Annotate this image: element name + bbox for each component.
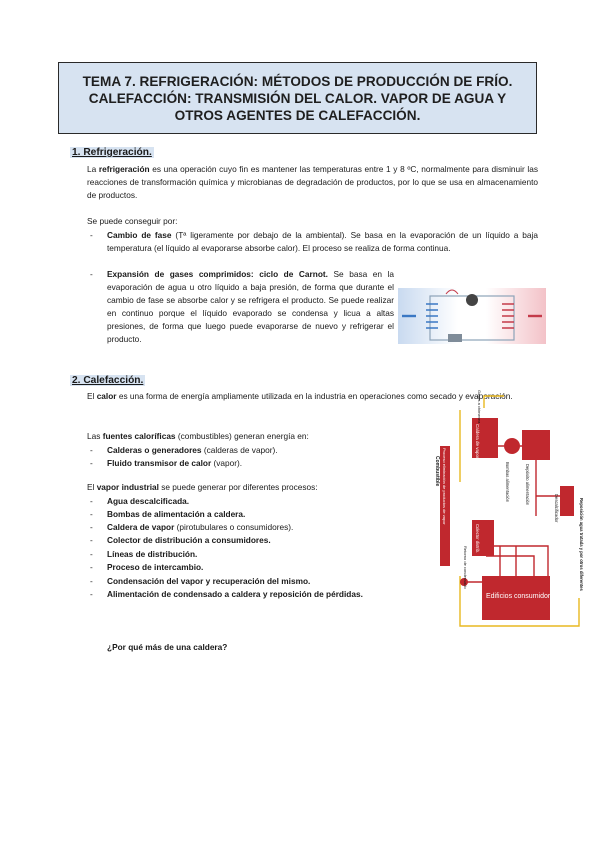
section-2-heading: 2. Calefacción. bbox=[72, 375, 144, 386]
title-box bbox=[58, 62, 537, 134]
bullet-dash: - bbox=[90, 535, 93, 545]
steam-system-diagram bbox=[424, 386, 594, 636]
colector-label: Colector distrib. bbox=[475, 524, 480, 554]
section-1-heading: 1. Refrigeración. bbox=[72, 147, 152, 158]
edificios-label: Edificios consumidores bbox=[486, 593, 558, 600]
conseguir-text: Se puede conseguir por: bbox=[87, 216, 178, 226]
bullet-dash: - bbox=[90, 445, 93, 455]
list-item-cambio-fase: Cambio de fase (Tª ligeramente por debajo de la ambiental). Se basa en la evaporación de un líquido a baja temperatura (el líquido al evaporarse absorbe calor). El proceso se realiza de forma continua. bbox=[107, 230, 538, 253]
section-1-intro: La refrigeración es una operación cuyo fin es mantener las temperaturas entre 1 y 8 ºC, normalmente para disminuir las reacciones de transformación química y microbianas de degradación de productos, por lo que se usa en almacenamiento de productos. bbox=[87, 164, 538, 200]
list-item-fluido: Fluido transmisor de calor (vapor). bbox=[107, 458, 243, 468]
reposicion-label: Reposición agua tratada y por otros diferentes bbox=[579, 498, 584, 591]
process-item-7: Condensación del vapor y recuperación del mismo. bbox=[107, 576, 311, 586]
list-item-calderas: Calderas o generadores (calderas de vapor). bbox=[107, 445, 278, 455]
bullet-dash: - bbox=[90, 496, 93, 506]
bullet-dash: - bbox=[90, 230, 93, 240]
section-2-intro: El calor es una forma de energía ampliamente utilizada en la industria en operaciones como secado y evaporación. bbox=[87, 391, 513, 401]
refrigeration-cycle-illustration bbox=[398, 282, 546, 350]
list-item-expansion-gases: Expansión de gases comprimidos: ciclo de Carnot. Se basa en la evaporación de agua u otro líquido a baja presión, de forma que durante el cambio de fase se absorbe calor y se refrigera el producto. Se puede realizar en continuo porque el líquido evaporado se condensa y licua a altas presiones, de forma que luego puede evaporarse de nuevo y refrigerar el producto. bbox=[107, 269, 395, 344]
gas-outlet-line bbox=[484, 396, 504, 408]
bullet-dash: - bbox=[90, 562, 93, 572]
process-item-2: Bombas de alimentación a caldera. bbox=[107, 509, 246, 519]
bullet-dash: - bbox=[90, 549, 93, 559]
process-item-3: Caldera de vapor (pirotubulares o consumidores). bbox=[107, 522, 294, 532]
question-text: ¿Por qué más de una caldera? bbox=[107, 642, 228, 652]
bullet-dash: - bbox=[90, 509, 93, 519]
combustible-label: Combustible bbox=[434, 456, 440, 487]
page-title bbox=[83, 73, 513, 124]
process-item-6: Proceso de intercambio. bbox=[107, 562, 204, 572]
vapor-industrial-text: El vapor industrial se puede generar por diferentes procesos: bbox=[87, 482, 318, 492]
fuentes-text: Las fuentes caloríficas (combustibles) generan energía en: bbox=[87, 431, 309, 441]
title-line-2: CALEFACCIÓN: TRANSMISIÓN DEL CALOR. VAPOR DE AGUA Y bbox=[88, 90, 507, 106]
bullet-dash: - bbox=[90, 269, 93, 279]
feed-tank-block bbox=[522, 430, 550, 460]
proceso-label: Proceso eliminación de productos de vapor bbox=[442, 448, 447, 525]
softener-block bbox=[560, 486, 574, 516]
process-item-5: Líneas de distribución. bbox=[107, 549, 198, 559]
deposito-label: Depósito alimentación bbox=[525, 464, 530, 506]
feed-pump bbox=[504, 438, 520, 454]
retorno-label: Retorno de condensado bbox=[463, 546, 468, 589]
process-item-4: Colector de distribución a consumidores. bbox=[107, 535, 271, 545]
process-item-1: Agua descalcificada. bbox=[107, 496, 190, 506]
gases-label: Gases a chimenea bbox=[477, 390, 482, 424]
title-line-3: OTROS AGENTES DE CALEFACCIÓN. bbox=[174, 107, 421, 123]
bullet-dash: - bbox=[90, 458, 93, 468]
bullet-dash: - bbox=[90, 522, 93, 532]
descalcificador-label: Descalcificador bbox=[554, 494, 559, 523]
title-line-1: TEMA 7. REFRIGERACIÓN: MÉTODOS DE PRODUCCIÓN DE FRÍO. bbox=[82, 73, 513, 89]
bombas-label: Bombas alimentación bbox=[505, 462, 510, 503]
bullet-dash: - bbox=[90, 576, 93, 586]
caldera-label: Caldera de vapor bbox=[475, 424, 480, 459]
bullet-dash: - bbox=[90, 589, 93, 599]
process-item-8: Alimentación de condensado a caldera y reposición de pérdidas. bbox=[107, 589, 363, 599]
